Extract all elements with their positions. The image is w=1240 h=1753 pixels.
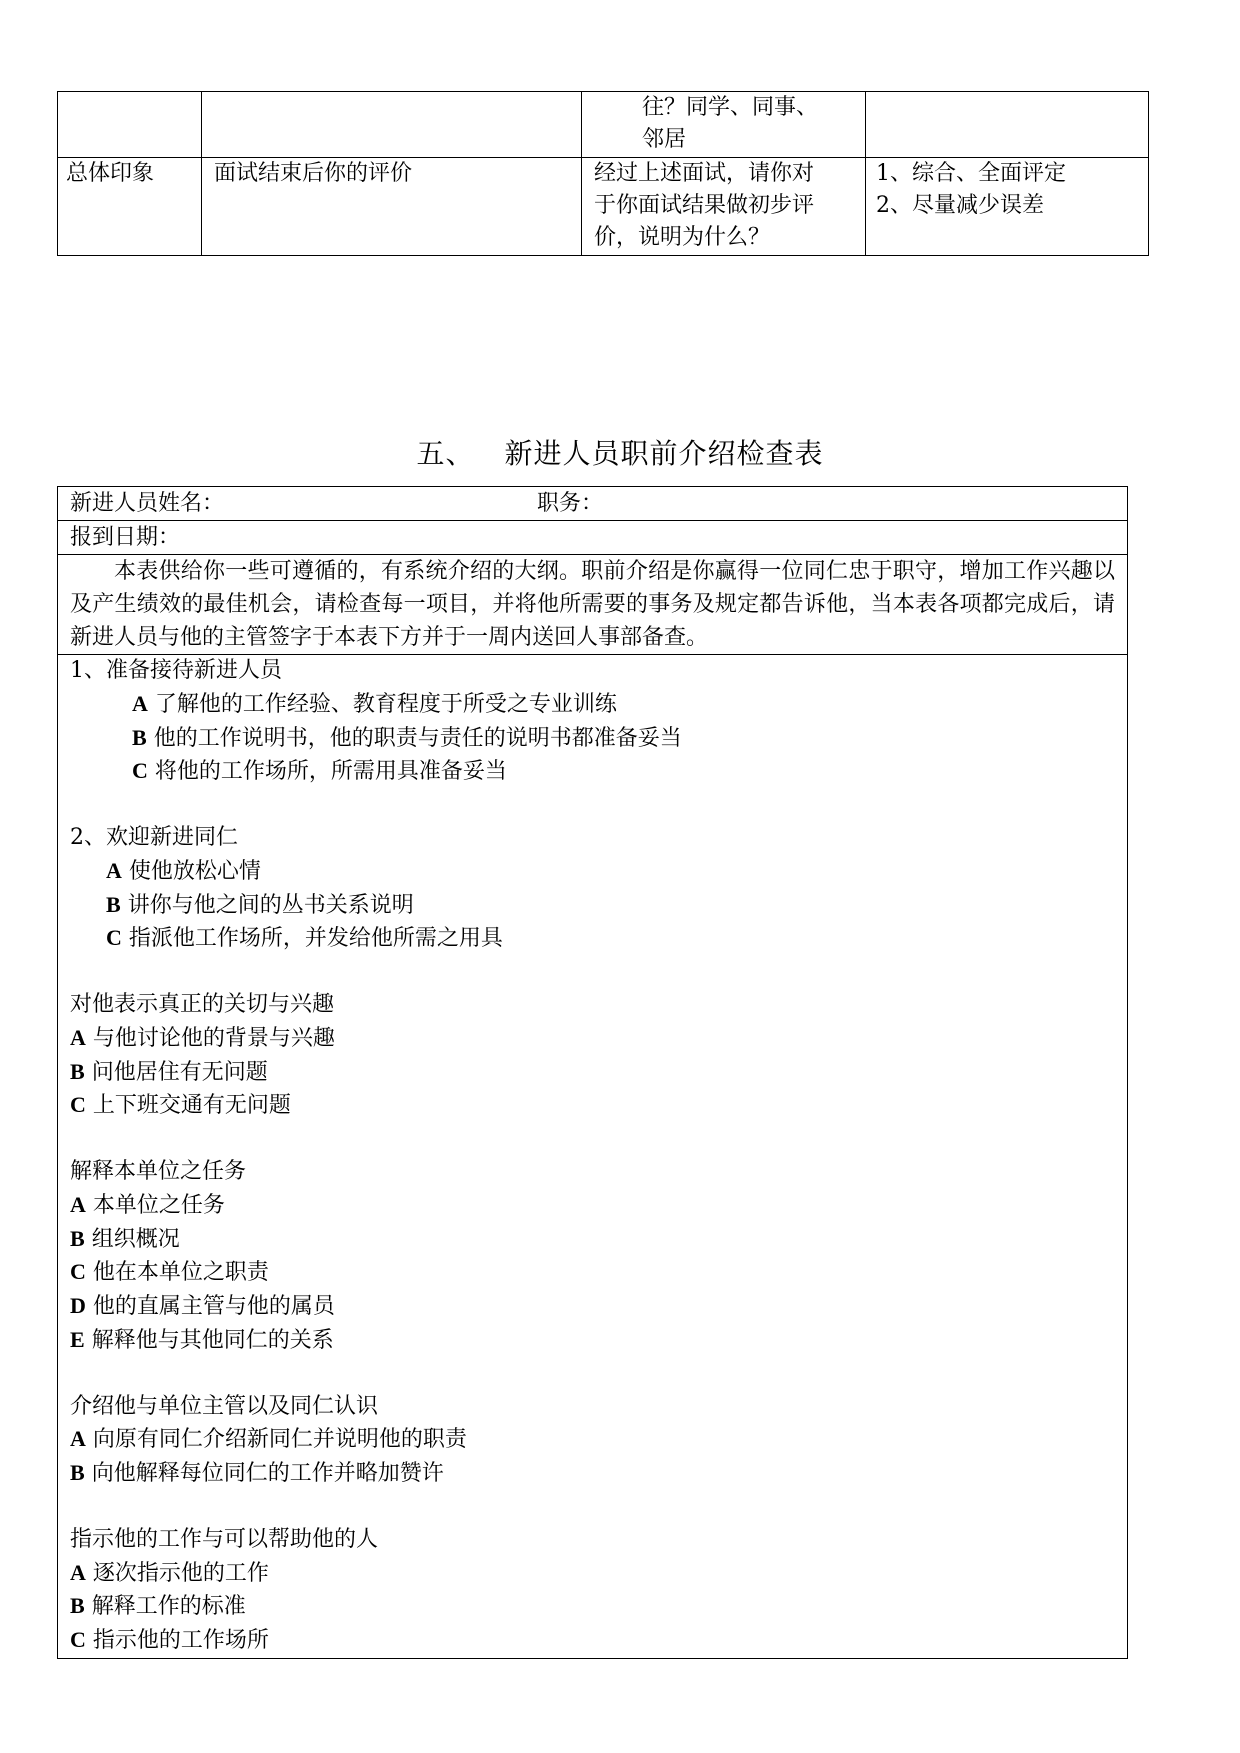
spacer — [70, 956, 1115, 989]
cell-line: 2、尽量减少误差 — [876, 193, 1044, 218]
table-cell — [202, 92, 582, 158]
checklist-form — [57, 486, 1128, 1659]
checklist-section-title: 介绍他与单位主管以及同仁认识 — [70, 1393, 379, 1419]
cell-line: 1、综合、全面评定 — [876, 161, 1066, 186]
name-row — [58, 487, 1127, 520]
checklist-section-title: 2、欢迎新进同仁 — [70, 824, 238, 850]
checklist-item: A 本单位之任务 — [70, 1191, 225, 1218]
checklist-item: B 组织概况 — [70, 1225, 180, 1252]
date-row — [58, 520, 1127, 554]
cell-line: 往？同学、同事、 — [642, 95, 819, 120]
checklist-item: A 使他放松心情 — [106, 857, 261, 884]
table-row — [58, 92, 1149, 158]
spacer — [70, 1358, 1115, 1391]
cell-line: 经过上述面试，请你对 — [594, 161, 815, 186]
name-label: 新进人员姓名： — [70, 491, 225, 516]
cell-line: 价，说明为什么？ — [594, 225, 771, 250]
checklist-content — [58, 654, 1127, 1658]
checklist-item: E 解释他与其他同仁的关系 — [70, 1326, 334, 1353]
cell-line: 面试结束后你的评价 — [214, 161, 413, 186]
cell-line: 邻居 — [642, 127, 687, 152]
interview-table — [57, 91, 1149, 256]
checklist-section-title: 指示他的工作与可以帮助他的人 — [70, 1526, 379, 1552]
checklist-item: C 将他的工作场所，所需用具准备妥当 — [132, 758, 507, 785]
table-cell — [866, 92, 1149, 158]
checklist-item: B 向他解释每位同仁的工作并略加赞许 — [70, 1460, 444, 1487]
checklist-item: B 他的工作说明书，他的职责与责任的说明书都准备妥当 — [132, 724, 682, 751]
cell-line: 于你面试结果做初步评 — [594, 193, 815, 218]
table-cell — [582, 92, 866, 158]
row-label: 总体印象 — [66, 161, 155, 186]
table-cell — [582, 158, 866, 256]
table-cell — [202, 158, 582, 256]
checklist-item: C 上下班交通有无问题 — [70, 1092, 291, 1119]
table-cell — [58, 158, 202, 256]
spacer — [70, 1491, 1115, 1524]
date-label: 报到日期： — [70, 525, 181, 550]
spacer — [70, 789, 1115, 822]
checklist-section-title: 解释本单位之任务 — [70, 1158, 247, 1184]
checklist-item: B 解释工作的标准 — [70, 1593, 246, 1620]
checklist-item: C 指派他工作场所，并发给他所需之用具 — [106, 925, 503, 952]
checklist-item: B 讲你与他之间的丛书关系说明 — [106, 891, 414, 918]
spacer — [70, 1123, 1115, 1156]
checklist-item: A 逐次指示他的工作 — [70, 1559, 269, 1586]
section-title-text: 新进人员职前介绍检查表 — [504, 437, 824, 470]
position-label: 职务： — [537, 491, 604, 516]
checklist-item: C 他在本单位之职责 — [70, 1259, 269, 1286]
section-title — [0, 434, 1240, 474]
checklist-item: A 与他讨论他的背景与兴趣 — [70, 1024, 335, 1051]
checklist-section-title: 1、准备接待新进人员 — [70, 658, 282, 683]
table-cell — [58, 92, 202, 158]
intro-paragraph: 本表供给你一些可遵循的，有系统介绍的大纲。职前介绍是你赢得一位同仁忠于职守，增加工作兴趣以及产生绩效的最佳机会，请检查每一项目，并将他所需要的事务及规定都告诉他，当本表各项都完成后，请新进人员与他的主管签字于本表下方并于一周内送回人事部备查。 — [58, 554, 1127, 654]
checklist-item: A 向原有同仁介绍新同仁并说明他的职责 — [70, 1426, 467, 1453]
checklist-item: D 他的直属主管与他的属员 — [70, 1293, 335, 1320]
checklist-section-title: 对他表示真正的关切与兴趣 — [70, 991, 335, 1017]
checklist-item: A 了解他的工作经验、教育程度于所受之专业训练 — [132, 690, 617, 717]
table-cell — [866, 158, 1149, 256]
checklist-item: B 问他居住有无问题 — [70, 1058, 268, 1085]
checklist-item: C 指示他的工作场所 — [70, 1627, 269, 1654]
section-number: 五、 — [416, 437, 475, 470]
table-row — [58, 158, 1149, 256]
